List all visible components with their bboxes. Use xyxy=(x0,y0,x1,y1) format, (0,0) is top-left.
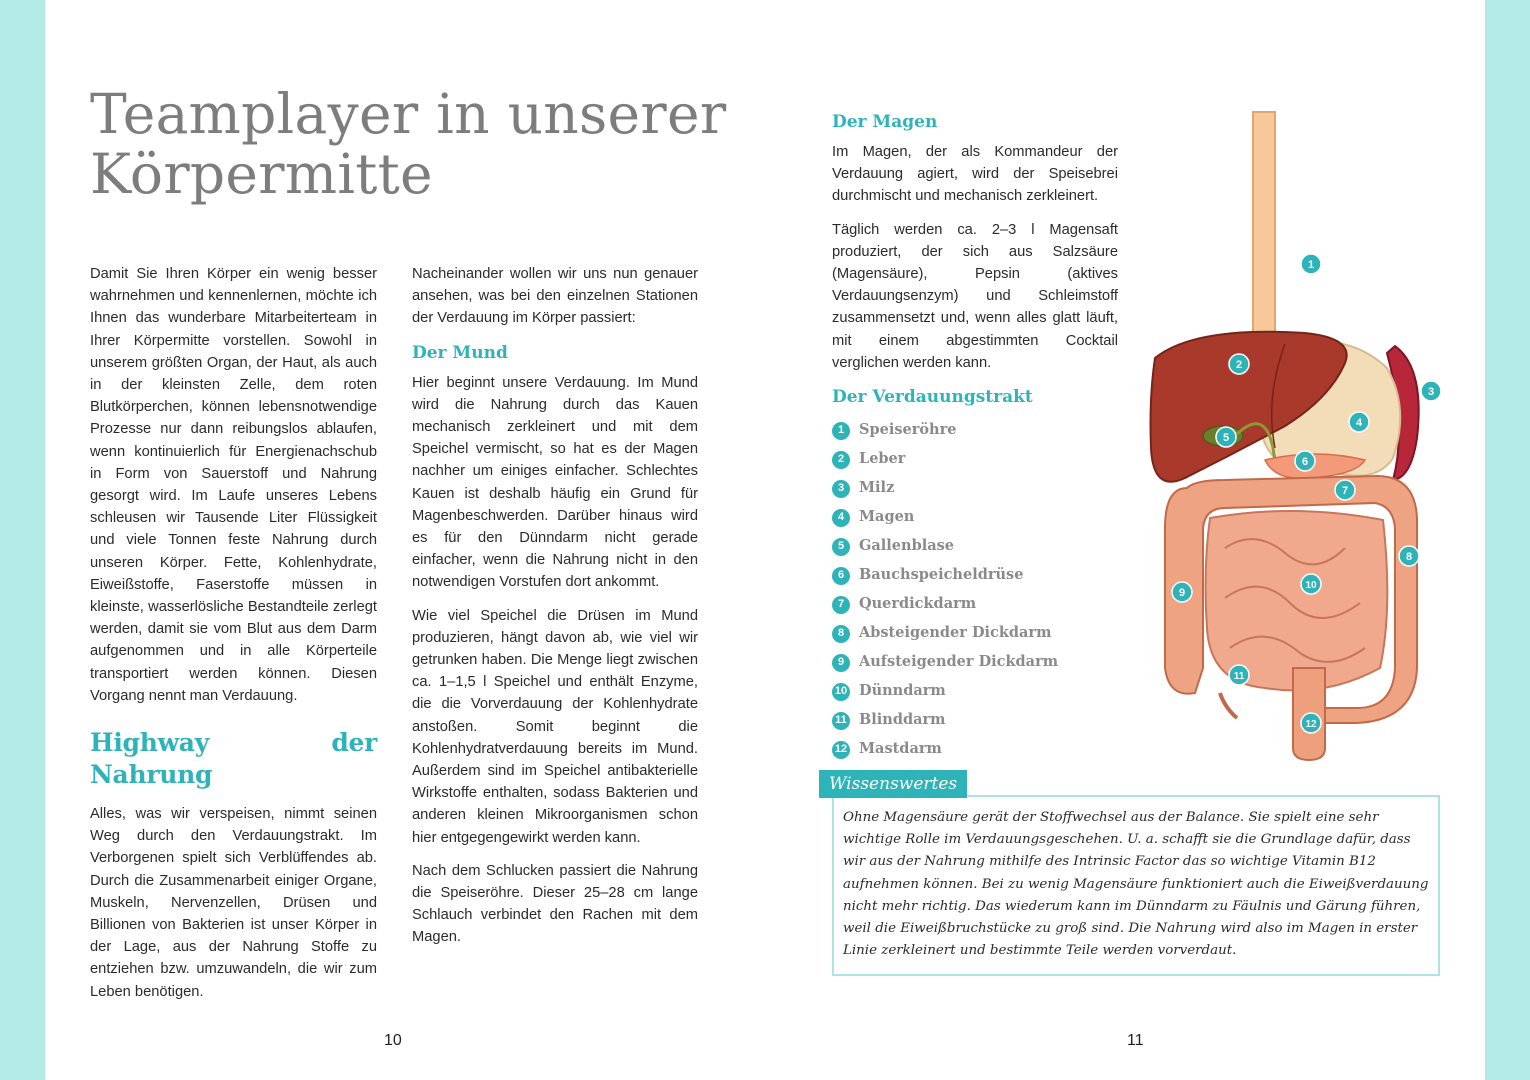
legend-label: Blinddarm xyxy=(859,711,946,729)
marker-number: 12 xyxy=(1305,719,1317,730)
legend-item xyxy=(832,532,1118,561)
legend-item xyxy=(832,648,1118,677)
marker-number: 7 xyxy=(1341,485,1349,497)
legend-label: Gallenblase xyxy=(859,537,954,555)
legend-item xyxy=(832,706,1118,735)
legend-number-badge: 10 xyxy=(832,683,850,701)
legend-item xyxy=(832,474,1118,503)
marker-number: 3 xyxy=(1427,386,1435,398)
mund-paragraph-1: Hier beginnt unsere Verdauung. Im Mund wird die Nahrung durch das Kauen mechanisch zerkleinert und mit dem Speichel vermischt, so hat es der Magen nachher um einiges einfacher. Schlechtes Kauen ist deshalb häufig ein Grund für Magenbeschwerden. Darüber hinaus wird es für den Dünndarm nicht gerade einfacher, wenn die Nahrung nicht in den notwendigen Vorstufen dort ankommt. xyxy=(412,374,698,591)
highway-paragraph: Alles, was wir verspeisen, nimmt seinen Weg durch den Verdauungstrakt. Im Verborgenen spielt sich Verblüffendes ab. Durch die Zusammenarbeit einiger Organe, Muskeln, Nervenzellen, Drüsen und Billionen von Bakterien ist unser Körper in der Lage, aus der Nahrung Stoffe zu entziehen bzw. umzuwandeln, die wir zum Leben benötigen. xyxy=(90,806,377,1000)
legend-item xyxy=(832,503,1118,532)
marker-number: 10 xyxy=(1305,580,1317,591)
legend-item xyxy=(832,735,1118,764)
marker-12 xyxy=(1301,713,1321,733)
legend-label: Magen xyxy=(859,508,915,526)
marker-3 xyxy=(1421,381,1441,401)
stations-intro-paragraph: Nacheinander wollen wir uns nun genauer ansehen, was bei den einzelnen Stationen der Verdauung im Körper passiert: xyxy=(412,266,698,327)
legend-item xyxy=(832,677,1118,706)
marker-11 xyxy=(1229,665,1249,685)
legend-number-badge: 7 xyxy=(832,596,850,614)
marker-4 xyxy=(1349,412,1369,432)
left-column-1 xyxy=(90,263,377,1014)
page-number-right: 11 xyxy=(1127,1032,1144,1049)
legend-item xyxy=(832,561,1118,590)
legend-label: Milz xyxy=(859,479,895,497)
digestive-tract-illustration xyxy=(1125,108,1435,768)
legend-number-badge: 1 xyxy=(832,422,850,440)
appendix-shape xyxy=(1220,693,1237,718)
legend-label: Dünndarm xyxy=(859,682,946,700)
legend-number-badge: 3 xyxy=(832,480,850,498)
marker-9 xyxy=(1172,582,1192,602)
marker-number: 8 xyxy=(1405,551,1413,563)
marker-number: 2 xyxy=(1235,359,1243,371)
legend-number-badge: 12 xyxy=(832,741,850,759)
info-box xyxy=(832,795,1440,976)
legend-label: Querdickdarm xyxy=(859,595,977,613)
marker-number: 11 xyxy=(1233,671,1245,682)
small-intestine-shape xyxy=(1206,511,1388,691)
marker-number: 9 xyxy=(1178,587,1186,599)
legend-label: Aufsteigender Dickdarm xyxy=(859,653,1059,671)
page-number-left: 10 xyxy=(384,1032,402,1049)
marker-number: 4 xyxy=(1355,417,1363,429)
left-column-2 xyxy=(412,263,698,960)
marker-2 xyxy=(1229,354,1249,374)
legend-item xyxy=(832,445,1118,474)
legend-label: Speiseröhre xyxy=(859,421,957,439)
book-spread xyxy=(45,0,1485,1080)
marker-number: 5 xyxy=(1222,432,1230,444)
legend-number-badge: 4 xyxy=(832,509,850,527)
section-heading-highway: Highway der Nahrung xyxy=(90,728,377,790)
intro-paragraph: Damit Sie Ihren Körper ein wenig besser wahrnehmen und kennenlernen, möchte ich Ihnen das wunderbare Mitarbeiterteam in Ihrer Körpermitte vorstellen. Sowohl in unserem größten Organ, der Haut, als auch in der kleinsten Zelle, dem roten Blutkörperchen, können lebensnotwendige Prozesse nur dann reibungslos ablaufen, wenn kontinuierlich für Energienachschub in Form von Sauerstoff und Nahrung gesorgt wird. Im Laufe unseres Lebens schleusen wir Tausende Liter Flüssigkeit und viele Tonnen feste Nahrung durch unseren Körper. Fette, Kohlenhydrate, Eiweißstoffe, Faserstoffe müssen in kleinste, wasserlösliche Bestandteile zerlegt werden, damit sie vom Blut aus dem Darm aufgenommen und in alle Körperteile transportiert werden können. Diesen Vorgang nennt man Verdauung. xyxy=(90,266,377,704)
legend-number-badge: 5 xyxy=(832,538,850,556)
legend-number-badge: 11 xyxy=(832,712,850,730)
legend-number-badge: 2 xyxy=(832,451,850,469)
mund-paragraph-2: Wie viel Speichel die Drüsen im Mund produzieren, hängt davon ab, wie viel wir getrunken haben. Die Menge liegt zwischen ca. 1–1,5 l Speichel und enthält Enzyme, die die Vorverdauung der Kohlenhydrate anstoßen. Somit beginnt die Kohlenhydratverdauung bereits im Mund. Außerdem sind im Speichel antibakterielle Wirkstoffe enthalten, sodass Bakterien und anderen kleinen Mikroorganismen schon hier entgegengewirkt werden kann. xyxy=(412,607,698,846)
organ-legend xyxy=(832,416,1118,764)
marker-number: 6 xyxy=(1301,456,1309,468)
legend-label: Leber xyxy=(859,450,906,468)
legend-item xyxy=(832,590,1118,619)
section-heading-mund: Der Mund xyxy=(412,342,508,363)
page-title: Teamplayer in unserer Körpermitte xyxy=(90,82,727,206)
legend-label: Mastdarm xyxy=(859,740,942,758)
marker-1 xyxy=(1301,254,1321,274)
legend-label: Bauchspeicheldrüse xyxy=(859,566,1024,584)
magen-paragraph-2: Täglich werden ca. 2–3 l Magensaft produziert, der sich aus Salzsäure (Magensäure), Pepsin (aktives Verdauungsenzym) und Schleimstoff zusammensetzt und, wenn alles glatt läuft, mit einem abgestimmten Cocktail verglichen werden kann. xyxy=(832,221,1118,371)
magen-paragraph-1: Im Magen, der als Kommandeur der Verdauung agiert, wird der Speisebrei durchmischt und mechanisch zerkleinert. xyxy=(832,144,1118,205)
legend-number-badge: 9 xyxy=(832,654,850,672)
info-box-text: Ohne Magensäure gerät der Stoffwechsel aus der Balance. Sie spielt eine sehr wichtige Rolle im Verdauungsgeschehen. U. a. schafft sie die Grundlage dafür, dass wir aus der Nahrung mithilfe des Intrinsic Factor das so wichtige Vitamin B12 aufnehmen können. Bei zu wenig Magensäure funktioniert auch die Eiweißverdauung nicht mehr richtig. Das wiederum kann im Dünndarm zu Fäulnis und Gärung führen, weil die Eiweißbruchstücke zu groß sind. Die Nahrung wird also im Magen in erster Linie zerkleinert und bestimmte Teile werden vorverdaut. xyxy=(843,810,1429,959)
marker-10 xyxy=(1301,574,1321,594)
legend-item xyxy=(832,416,1118,445)
legend-number-badge: 6 xyxy=(832,567,850,585)
marker-5 xyxy=(1216,427,1236,447)
marker-6 xyxy=(1295,451,1315,471)
section-heading-magen: Der Magen xyxy=(832,112,938,132)
legend-label: Absteigender Dickdarm xyxy=(859,624,1052,642)
mund-paragraph-3: Nach dem Schlucken passiert die Nahrung die Speiseröhre. Dieser 25–28 cm lange Schlauch verbindet den Rachen mit dem Magen. xyxy=(412,862,698,946)
legend-number-badge: 8 xyxy=(832,625,850,643)
section-heading-verdauungstrakt: Der Verdauungstrakt xyxy=(832,387,1033,408)
marker-7 xyxy=(1335,480,1355,500)
legend-item xyxy=(832,619,1118,648)
marker-number: 1 xyxy=(1307,259,1315,271)
right-column xyxy=(832,110,1118,764)
info-box-tag: Wissenswertes xyxy=(819,770,967,798)
marker-8 xyxy=(1399,546,1419,566)
